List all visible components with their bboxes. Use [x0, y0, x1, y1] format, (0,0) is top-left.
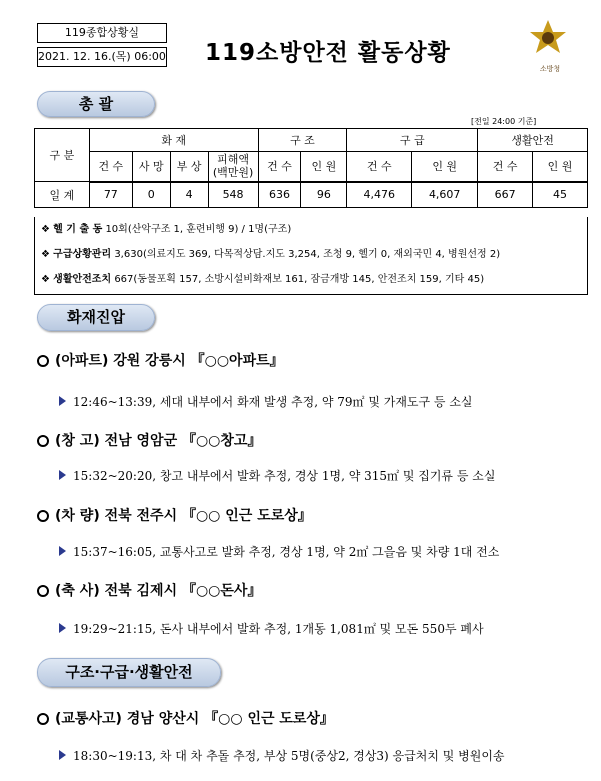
fire-item-2-headline: (창 고) 전남 영암군 『○○창고』: [37, 430, 261, 450]
diamond-icon: ❖: [41, 249, 50, 260]
rescue-item-1-detail: 18:30~19:13, 차 대 차 추돌 추정, 부상 5명(중상2, 경상3) 응급처치 및 병원이송: [59, 747, 505, 764]
diamond-icon: ❖: [41, 224, 50, 235]
fire-item-4-detail: 19:29~21:15, 돈사 내부에서 발화 추정, 1개동 1,081㎡ 및 모돈 550두 폐사: [59, 620, 484, 637]
value-cell: 4,607: [412, 182, 478, 208]
value-cell: 4: [170, 182, 208, 208]
triangle-bullet-icon: [59, 396, 66, 406]
col-safety-count: 건 수: [478, 152, 533, 182]
basis-note: [전일 24:00 기준]: [471, 117, 537, 126]
emblem-icon: [526, 18, 570, 62]
triangle-bullet-icon: [59, 623, 66, 633]
fire-item-3-headline: (차 량) 전북 전주시 『○○ 인근 도로상』: [37, 505, 312, 525]
page-title: 119소방안전 활동상황: [205, 40, 451, 66]
report-datetime: 2021. 12. 16.(목) 06:00: [37, 47, 167, 67]
triangle-bullet-icon: [59, 546, 66, 556]
logo-caption: 소방청: [539, 65, 561, 73]
value-cell: 636: [258, 182, 301, 208]
summary-table: [34, 128, 588, 208]
col-ems-count: 건 수: [347, 152, 412, 182]
col-injury: 부 상: [170, 152, 208, 182]
group-ems: 구 급: [347, 129, 478, 152]
triangle-bullet-icon: [59, 750, 66, 760]
circle-bullet-icon: [37, 355, 49, 367]
col-death: 사 망: [132, 152, 170, 182]
group-fire: 화 재: [89, 129, 258, 152]
col-rescue-people: 인 원: [301, 152, 347, 182]
circle-bullet-icon: [37, 510, 49, 522]
triangle-bullet-icon: [59, 470, 66, 480]
circle-bullet-icon: [37, 713, 49, 725]
value-cell: 4,476: [347, 182, 412, 208]
circle-bullet-icon: [37, 585, 49, 597]
note-ems-management: ❖ 구급상황관리 3,630(의료지도 369, 다목적상담.지도 3,254, 조청 9, 헬기 0, 재외국민 4, 병원선정 2): [41, 249, 501, 260]
value-cell: 0: [132, 182, 170, 208]
value-cell: 667: [478, 182, 533, 208]
fire-item-1-detail: 12:46~13:39, 세대 내부에서 화재 발생 추정, 약 79㎡ 및 가재도구 등 소실: [59, 393, 473, 410]
value-cell: 45: [533, 182, 588, 208]
col-rescue-count: 건 수: [258, 152, 301, 182]
row-label: 일 계: [35, 182, 90, 208]
section-fire-label: 화재진압: [37, 304, 155, 331]
diamond-icon: ❖: [41, 274, 50, 285]
circle-bullet-icon: [37, 435, 49, 447]
note-safety-actions: ❖ 생활안전조치 667(동물포획 157, 소방시설비화재보 161, 잠금개방 145, 안전조치 159, 기타 45): [41, 274, 485, 285]
rescue-item-1-headline: (교통사고) 경남 양산시 『○○ 인근 도로상』: [37, 708, 334, 728]
group-rescue: 구 조: [258, 129, 347, 152]
col-damage: 피해액 (백만원): [208, 152, 258, 182]
fire-item-3-detail: 15:37~16:05, 교통사고로 발화 추정, 경상 1명, 약 2㎡ 그을음 및 차량 1대 전소: [59, 543, 499, 560]
value-cell: 548: [208, 182, 258, 208]
fire-item-4-headline: (축 사) 전북 김제시 『○○돈사』: [37, 580, 261, 600]
fire-item-1-headline: (아파트) 강원 강릉시 『○○아파트』: [37, 350, 284, 370]
value-cell: 96: [301, 182, 347, 208]
summary-notes: [34, 217, 588, 295]
note-helicopter: ❖ 헬 기 출 동 10회(산악구조 1, 훈련비행 9) / 1명(구조): [41, 224, 292, 235]
agency-logo: [526, 18, 574, 74]
fire-item-2-detail: 15:32~20:20, 창고 내부에서 발화 추정, 경상 1명, 약 315㎡ 및 집기류 등 소실: [59, 467, 495, 484]
row-header: 구 분: [35, 129, 90, 182]
value-cell: 77: [89, 182, 132, 208]
col-ems-people: 인 원: [412, 152, 478, 182]
office-label: 119종합상황실: [37, 23, 167, 43]
section-summary-label: 총 괄: [37, 91, 155, 117]
group-safety: 생활안전: [478, 129, 588, 152]
col-safety-people: 인 원: [533, 152, 588, 182]
col-fire-count: 건 수: [89, 152, 132, 182]
section-rescue-label: 구조·구급·생활안전: [37, 658, 221, 687]
